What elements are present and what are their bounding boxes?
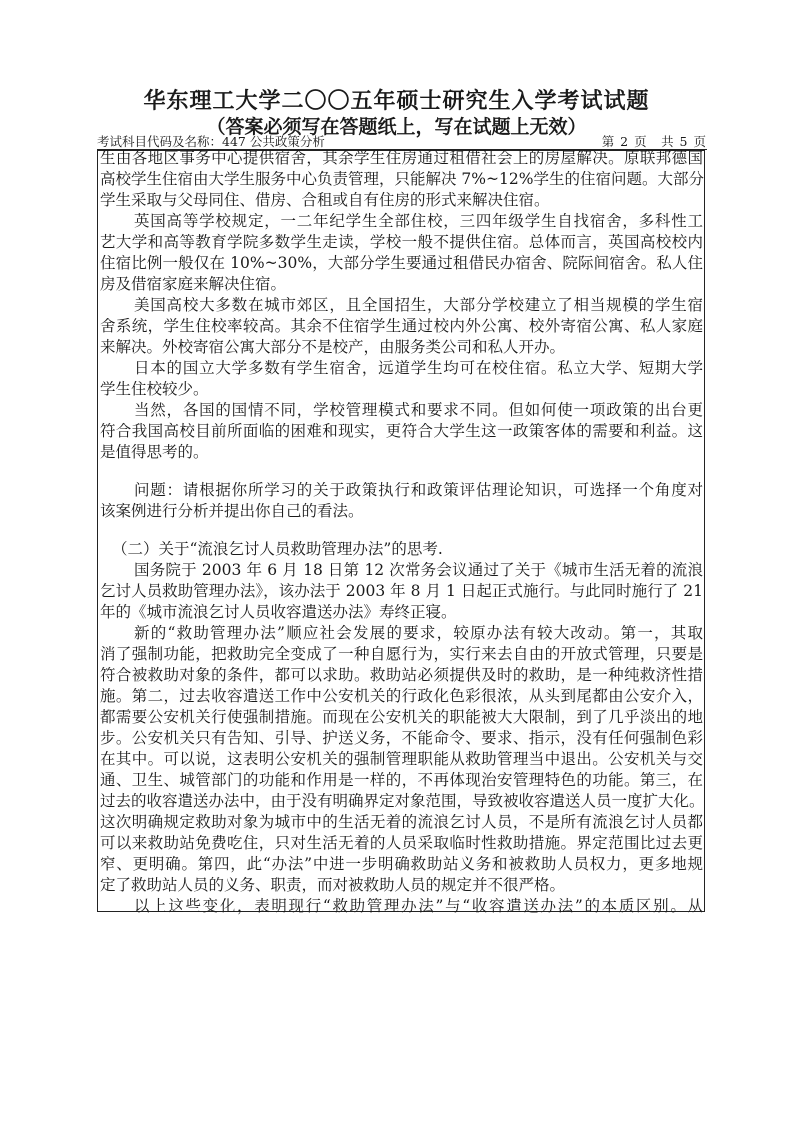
text-line: 施。第二，过去收容遣送工作中公安机关的行政化色彩很浓，从头到尾都由公安介入， [100, 687, 703, 705]
paragraph [100, 148, 703, 211]
exam-title: 华东理工大学二〇〇五年硕士研究生入学考试试题 [143, 88, 650, 114]
document-body [100, 148, 703, 917]
paragraph [100, 211, 703, 295]
paragraph [100, 480, 703, 522]
text-line: 年的《城市流浪乞讨人员收容遣送办法》寿终正寝。 [100, 603, 457, 621]
text-line: 这次明确规定救助对象为城市中的生活无着的流浪乞讨人员，不是所有流浪乞讨人员都 [100, 813, 703, 831]
text-line: 以上这些变化，表明现行“救助管理办法”与“收容遣送办法”的本质区别。从 [134, 897, 703, 915]
page-number: 第 2 页 共 5 页 [601, 134, 707, 149]
paragraph [100, 560, 703, 623]
text-line: 艺大学和高等教育学院多数学生走读，学校一般不提供住宿。总体而言，英国高校校内 [100, 233, 703, 251]
text-line: 该案例进行分析并提出你自己的看法。 [100, 502, 364, 520]
text-line: 都需要公安机关行使强制措施。而现在公安机关的职能被大大限制，到了几乎淡出的地 [100, 708, 703, 726]
text-line: 房及借宿家庭来解决住宿。 [100, 275, 287, 293]
text-line: 学生住校较少。 [100, 380, 209, 398]
text-line: 美国高校大多数在城市郊区，且全国招生，大部分学校建立了相当规模的学生宿 [134, 296, 703, 314]
text-line: 学生采取与父母同住、借房、合租或自有住房的形式来解决住宿。 [100, 191, 550, 209]
text-line: 步。公安机关只有告知、引导、护送义务，不能命令、要求、指示，没有任何强制色彩 [100, 729, 703, 747]
text-line: 可以来救助站免费吃住，只对生活无着的人员采取临时性救助措施。界定范围比过去更 [100, 834, 703, 852]
text-line: 在其中。可以说，这表明公安机关的强制管理职能从救助管理当中退出。公安机关与交 [100, 750, 703, 768]
paragraph [100, 358, 703, 400]
text-line: 国务院于 2003 年 6 月 18 日第 12 次常务会议通过了关于《城市生活无着的流浪 [134, 561, 703, 579]
text-line: （二）关于“流浪乞讨人员救助管理办法”的思考. [112, 540, 443, 558]
paragraph [100, 623, 703, 896]
text-line: 消了强制功能，把救助完全变成了一种自愿行为，实行来去自由的开放式管理，只要是 [100, 645, 703, 663]
text-line: 日本的国立大学多数有学生宿舍，远道学生均可在校住宿。私立大学、短期大学 [134, 359, 703, 377]
paragraph [100, 400, 703, 463]
exam-instruction: （答案必须写在答题纸上，写在试题上无效） [206, 116, 587, 138]
text-line: 舍系统，学生住校率较高。其余不住宿学生通过校内外公寓、校外寄宿公寓、私人家庭 [100, 317, 703, 335]
text-line: 定了救助站人员的义务、职责，而对被救助人员的规定并不很严格。 [100, 876, 566, 894]
paragraph-spacer [100, 522, 703, 539]
text-line: 窄、更明确。第四，此“办法”中进一步明确救助站义务和被救助人员权力，更多地规 [100, 855, 703, 873]
text-line: 通、卫生、城管部门的功能和作用是一样的，不再体现治安管理特色的功能。第三，在 [100, 771, 703, 789]
text-line: 过去的收容遣送办法中，由于没有明确界定对象范围，导致被收容遣送人员一度扩大化。 [100, 792, 705, 810]
paragraph [100, 896, 703, 917]
text-line: 是值得思考的。 [100, 443, 209, 461]
text-line: 英国高等学校规定，一二年纪学生全部住校，三四年级学生自找宿舍，多科性工 [134, 212, 703, 230]
text-line: 乞讨人员救助管理办法》，该办法于 2003 年 8 月 1 日起正式施行。与此同时施行了 21 [100, 582, 703, 600]
text-line: 问题：请根据你所学习的关于政策执行和政策评估理论知识，可选择一个角度对 [134, 481, 703, 499]
subject-code-name: 考试科目代码及名称：447 公共政策分析 [97, 134, 325, 149]
text-line: 新的“救助管理办法”顺应社会发展的要求，较原办法有较大改动。第一，其取 [134, 624, 703, 642]
text-line: 住宿比例一般仅在 10%~30%，大部分学生要通过租借民办宿舍、院际间宿舍。私人住 [100, 254, 703, 272]
paragraph [100, 539, 703, 560]
text-line: 当然，各国的国情不同，学校管理模式和要求不同。但如何使一项政策的出台更 [134, 401, 703, 419]
text-line: 高校学生住宿由大学生服务中心负责管理，只能解决 7%~12%学生的住宿问题。大部分 [100, 170, 704, 188]
text-line: 来解决。外校寄宿公寓大部分不是校产，由服务类公司和私人开办。 [100, 338, 566, 356]
paragraph-spacer [100, 463, 703, 480]
text-line: 生由各地区事务中心提供宿舍，其余学生住房通过租借社会上的房屋解决。原联邦德国 [100, 149, 703, 167]
paragraph [100, 295, 703, 358]
text-line: 符合我国高校目前所面临的困难和现实，更符合大学生这一政策客体的需要和利益。这 [100, 422, 703, 440]
text-line: 符合被救助对象的条件，都可以求助。救助站必须提供及时的救助，是一种纯救济性措 [100, 666, 703, 684]
